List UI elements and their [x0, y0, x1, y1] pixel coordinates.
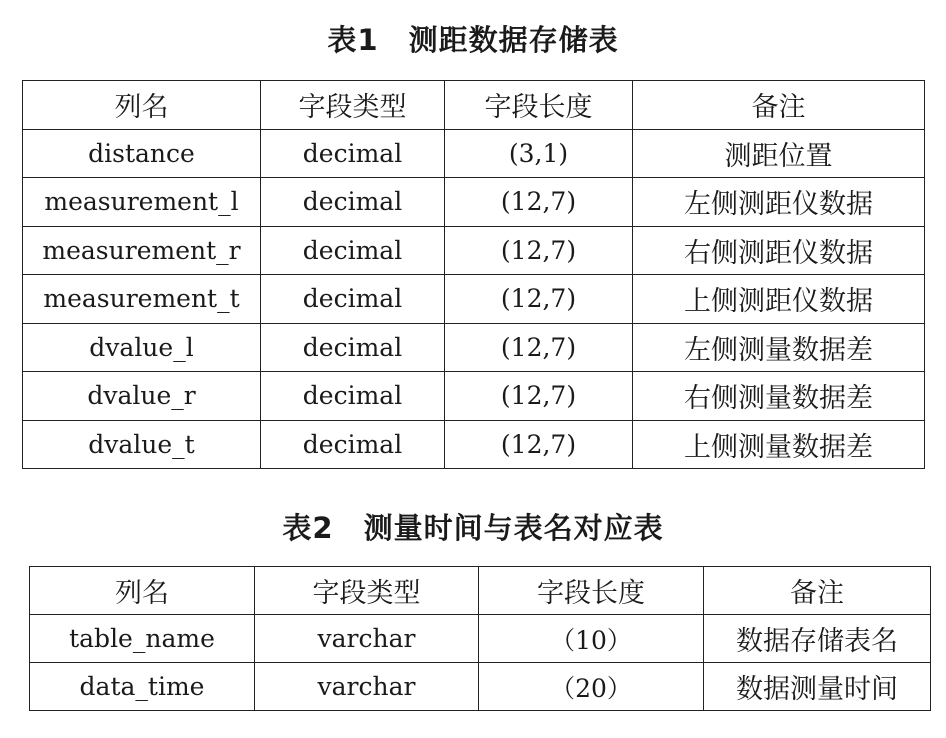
- remark-cell: 数据存储表名: [704, 615, 931, 663]
- remark-cell: 上侧测距仪数据: [633, 275, 925, 324]
- column-name-cell: dvalue_r: [23, 372, 261, 421]
- table2-header-cell: 备注: [704, 567, 931, 615]
- field-type-cell: decimal: [261, 275, 445, 324]
- table2-header-row: [30, 567, 931, 615]
- field-type-cell: varchar: [255, 663, 479, 711]
- storage-table: [22, 80, 925, 469]
- column-name-cell: dvalue_l: [23, 323, 261, 372]
- column-name-cell: data_time: [30, 663, 255, 711]
- field-length-cell: (12,7): [445, 372, 633, 421]
- table1-caption: 表1 测距数据存储表: [327, 23, 619, 57]
- table-row: [23, 323, 925, 372]
- table-row: [23, 420, 925, 469]
- remark-cell: 数据测量时间: [704, 663, 931, 711]
- field-type-cell: decimal: [261, 129, 445, 178]
- column-name-cell: distance: [23, 129, 261, 178]
- remark-cell: 左侧测量数据差: [633, 323, 925, 372]
- table-row: [23, 226, 925, 275]
- table-row: [23, 275, 925, 324]
- table1-header-cell: 备注: [633, 81, 925, 130]
- table-row: [23, 129, 925, 178]
- field-type-cell: decimal: [261, 226, 445, 275]
- field-length-cell: (12,7): [445, 275, 633, 324]
- field-type-cell: decimal: [261, 372, 445, 421]
- field-type-cell: decimal: [261, 420, 445, 469]
- table1-header-cell: 字段长度: [445, 81, 633, 130]
- remark-cell: 上侧测量数据差: [633, 420, 925, 469]
- table-row: [23, 178, 925, 227]
- remark-cell: 右侧测量数据差: [633, 372, 925, 421]
- field-length-cell: （20）: [479, 663, 704, 711]
- table2-caption: 表2 测量时间与表名对应表: [282, 511, 664, 545]
- table2-header-cell: 字段类型: [255, 567, 479, 615]
- field-type-cell: decimal: [261, 323, 445, 372]
- remark-cell: 左侧测距仪数据: [633, 178, 925, 227]
- table1-header-row: [23, 81, 925, 130]
- field-length-cell: （10）: [479, 615, 704, 663]
- field-type-cell: decimal: [261, 178, 445, 227]
- table-row: [30, 615, 931, 663]
- remark-cell: 测距位置: [633, 129, 925, 178]
- table2-header-cell: 字段长度: [479, 567, 704, 615]
- time-name-table: [29, 566, 931, 711]
- field-length-cell: (12,7): [445, 323, 633, 372]
- table1-header-cell: 列名: [23, 81, 261, 130]
- column-name-cell: measurement_t: [23, 275, 261, 324]
- field-type-cell: varchar: [255, 615, 479, 663]
- remark-cell: 右侧测距仪数据: [633, 226, 925, 275]
- column-name-cell: dvalue_t: [23, 420, 261, 469]
- column-name-cell: measurement_l: [23, 178, 261, 227]
- column-name-cell: measurement_r: [23, 226, 261, 275]
- field-length-cell: (12,7): [445, 226, 633, 275]
- column-name-cell: table_name: [30, 615, 255, 663]
- table-row: [23, 372, 925, 421]
- table-row: [30, 663, 931, 711]
- field-length-cell: (3,1): [445, 129, 633, 178]
- field-length-cell: (12,7): [445, 420, 633, 469]
- table2-header-cell: 列名: [30, 567, 255, 615]
- table1-header-cell: 字段类型: [261, 81, 445, 130]
- field-length-cell: (12,7): [445, 178, 633, 227]
